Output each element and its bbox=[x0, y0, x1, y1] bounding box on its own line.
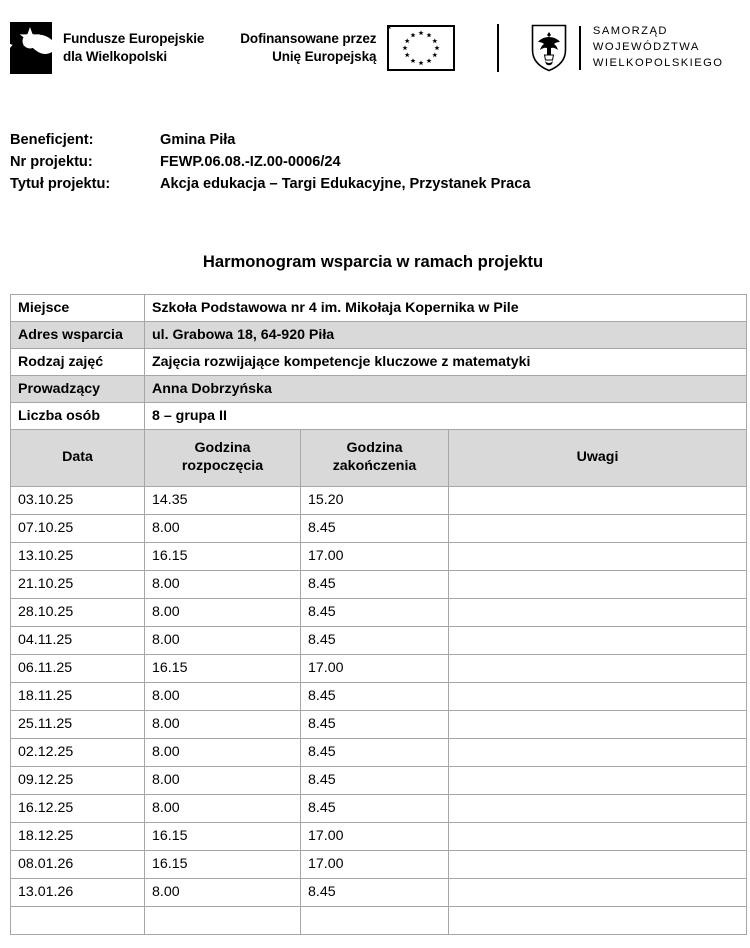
cell-notes bbox=[449, 794, 747, 822]
info-label-adres-wsparcia: Adres wsparcia bbox=[11, 321, 145, 348]
cell-end-time: 8.45 bbox=[301, 878, 449, 906]
cell-date: 02.12.25 bbox=[11, 738, 145, 766]
wielkopolska-eagle-crest-icon bbox=[531, 24, 567, 72]
cell-end-time: 8.45 bbox=[301, 766, 449, 794]
table-row bbox=[11, 598, 747, 626]
cell-notes bbox=[449, 514, 747, 542]
cell-end-time: 17.00 bbox=[301, 542, 449, 570]
column-header-end-line-2: zakończenia bbox=[332, 457, 417, 474]
cell-notes bbox=[449, 626, 747, 654]
cell-end-time: 8.45 bbox=[301, 738, 449, 766]
cell-start-time bbox=[145, 906, 301, 934]
info-label-liczba-osob: Liczba osób bbox=[11, 402, 145, 429]
info-row-rodzaj-zajec bbox=[11, 348, 747, 375]
table-row bbox=[11, 850, 747, 878]
cell-notes bbox=[449, 822, 747, 850]
info-row-prowadzacy bbox=[11, 375, 747, 402]
cell-notes bbox=[449, 654, 747, 682]
samorzad-wojewodztwa-text bbox=[593, 24, 724, 72]
logo-bar bbox=[0, 0, 750, 96]
cell-start-time: 16.15 bbox=[145, 822, 301, 850]
cell-end-time: 8.45 bbox=[301, 626, 449, 654]
meta-row-nr-projektu bbox=[10, 151, 750, 173]
cell-end-time: 15.20 bbox=[301, 486, 449, 514]
cell-date bbox=[11, 906, 145, 934]
cell-end-time: 17.00 bbox=[301, 822, 449, 850]
cell-end-time: 17.00 bbox=[301, 654, 449, 682]
logo-unia-europejska bbox=[240, 25, 455, 71]
samorzad-line-2: WOJEWÓDZTWA bbox=[592, 41, 700, 54]
unia-line-2: Unię Europejską bbox=[272, 49, 377, 64]
info-row-adres-wsparcia bbox=[11, 321, 747, 348]
table-row bbox=[11, 654, 747, 682]
cell-start-time: 8.00 bbox=[145, 738, 301, 766]
meta-row-beneficjent bbox=[10, 129, 750, 151]
cell-notes bbox=[449, 906, 747, 934]
info-value-prowadzacy: Anna Dobrzyńska bbox=[145, 375, 747, 402]
info-label-miejsce: Miejsce bbox=[11, 294, 145, 321]
project-meta-block bbox=[10, 129, 750, 196]
cell-date: 18.12.25 bbox=[11, 822, 145, 850]
unia-europejska-text bbox=[240, 30, 376, 65]
cell-notes bbox=[449, 710, 747, 738]
info-label-rodzaj-zajec: Rodzaj zajęć bbox=[11, 348, 145, 375]
cell-start-time: 8.00 bbox=[145, 514, 301, 542]
cell-notes bbox=[449, 682, 747, 710]
unia-line-1: Dofinansowane przez bbox=[240, 31, 377, 47]
cell-date: 09.12.25 bbox=[11, 766, 145, 794]
logo-samorzad-wojewodztwa bbox=[531, 24, 723, 72]
cell-start-time: 8.00 bbox=[145, 682, 301, 710]
column-header-end-time bbox=[301, 429, 449, 486]
logo-fundusze-europejskie bbox=[10, 22, 204, 74]
column-header-start-line-2: rozpoczęcia bbox=[181, 457, 264, 474]
cell-date: 21.10.25 bbox=[11, 570, 145, 598]
schedule-table-wrapper bbox=[10, 294, 746, 935]
cell-start-time: 8.00 bbox=[145, 794, 301, 822]
cell-date: 18.11.25 bbox=[11, 682, 145, 710]
info-label-prowadzacy: Prowadzący bbox=[11, 375, 145, 402]
samorzad-line-1: SAMORZĄD bbox=[592, 25, 668, 38]
meta-label-tytul-projektu: Tytuł projektu: bbox=[10, 176, 111, 193]
crest-divider bbox=[579, 26, 581, 70]
fundusze-line-1: Fundusze Europejskie bbox=[63, 31, 205, 47]
info-value-rodzaj-zajec: Zajęcia rozwijające kompetencje kluczowe z matematyki bbox=[145, 348, 747, 375]
cell-start-time: 16.15 bbox=[145, 850, 301, 878]
cell-notes bbox=[449, 598, 747, 626]
info-row-liczba-osob bbox=[11, 402, 747, 429]
meta-label-nr-projektu: Nr projektu: bbox=[10, 154, 93, 171]
info-row-miejsce bbox=[11, 294, 747, 321]
cell-notes bbox=[449, 878, 747, 906]
table-row bbox=[11, 906, 747, 934]
cell-start-time: 8.00 bbox=[145, 598, 301, 626]
meta-value-nr-projektu: FEWP.06.08.-IZ.00-0006/24 bbox=[160, 154, 341, 171]
cell-start-time: 16.15 bbox=[145, 654, 301, 682]
column-header-end-line-1: Godzina bbox=[346, 439, 403, 456]
cell-date: 03.10.25 bbox=[11, 486, 145, 514]
page-title: Harmonogram wsparcia w ramach projektu bbox=[202, 251, 544, 271]
info-value-adres-wsparcia: ul. Grabowa 18, 64-920 Piła bbox=[145, 321, 747, 348]
table-row bbox=[11, 486, 747, 514]
cell-end-time: 8.45 bbox=[301, 794, 449, 822]
meta-value-beneficjent: Gmina Piła bbox=[160, 132, 236, 148]
cell-notes bbox=[449, 542, 747, 570]
cell-start-time: 8.00 bbox=[145, 878, 301, 906]
cell-end-time: 8.45 bbox=[301, 710, 449, 738]
column-header-notes: Uwagi bbox=[449, 429, 747, 486]
meta-value-tytul-projektu: Akcja edukacja – Targi Edukacyjne, Przystanek Praca bbox=[160, 176, 531, 193]
cell-notes bbox=[449, 486, 747, 514]
table-row bbox=[11, 794, 747, 822]
column-header-start-time bbox=[145, 429, 301, 486]
cell-start-time: 8.00 bbox=[145, 766, 301, 794]
column-header-row bbox=[11, 429, 747, 486]
samorzad-line-3: WIELKOPOLSKIEGO bbox=[592, 56, 724, 69]
fundusze-europejskie-text bbox=[63, 30, 204, 65]
table-row bbox=[11, 822, 747, 850]
cell-date: 13.01.26 bbox=[11, 878, 145, 906]
cell-date: 06.11.25 bbox=[11, 654, 145, 682]
cell-notes bbox=[449, 570, 747, 598]
cell-end-time: 8.45 bbox=[301, 682, 449, 710]
cell-date: 13.10.25 bbox=[11, 542, 145, 570]
cell-date: 04.11.25 bbox=[11, 626, 145, 654]
cell-notes bbox=[449, 850, 747, 878]
column-header-start-line-1: Godzina bbox=[194, 439, 251, 456]
table-row bbox=[11, 766, 747, 794]
cell-start-time: 14.35 bbox=[145, 486, 301, 514]
schedule-table bbox=[10, 294, 747, 935]
cell-end-time: 8.45 bbox=[301, 570, 449, 598]
info-value-miejsce: Szkoła Podstawowa nr 4 im. Mikołaja Kopernika w Pile bbox=[145, 294, 747, 321]
meta-row-tytul-projektu bbox=[10, 173, 750, 195]
schedule-table-body bbox=[11, 294, 747, 934]
eu-flag-stars-icon bbox=[387, 25, 455, 71]
table-row bbox=[11, 710, 747, 738]
column-header-date: Data bbox=[11, 429, 145, 486]
cell-end-time: 17.00 bbox=[301, 850, 449, 878]
table-row bbox=[11, 738, 747, 766]
cell-date: 25.11.25 bbox=[11, 710, 145, 738]
eu-funds-flag-star-mark-icon bbox=[10, 22, 52, 74]
fundusze-line-2: dla Wielkopolski bbox=[63, 49, 168, 64]
meta-label-beneficjent: Beneficjent: bbox=[10, 132, 94, 148]
table-row bbox=[11, 626, 747, 654]
cell-end-time bbox=[301, 906, 449, 934]
cell-notes bbox=[449, 738, 747, 766]
table-row bbox=[11, 542, 747, 570]
cell-start-time: 8.00 bbox=[145, 626, 301, 654]
cell-end-time: 8.45 bbox=[301, 598, 449, 626]
cell-start-time: 8.00 bbox=[145, 710, 301, 738]
cell-date: 28.10.25 bbox=[11, 598, 145, 626]
table-row bbox=[11, 682, 747, 710]
cell-start-time: 16.15 bbox=[145, 542, 301, 570]
table-row bbox=[11, 570, 747, 598]
info-value-liczba-osob: 8 – grupa II bbox=[145, 402, 747, 429]
cell-notes bbox=[449, 766, 747, 794]
table-row bbox=[11, 514, 747, 542]
cell-date: 07.10.25 bbox=[11, 514, 145, 542]
cell-date: 16.12.25 bbox=[11, 794, 145, 822]
logo-divider bbox=[497, 24, 499, 72]
table-row bbox=[11, 878, 747, 906]
cell-date: 08.01.26 bbox=[11, 850, 145, 878]
cell-start-time: 8.00 bbox=[145, 570, 301, 598]
cell-end-time: 8.45 bbox=[301, 514, 449, 542]
